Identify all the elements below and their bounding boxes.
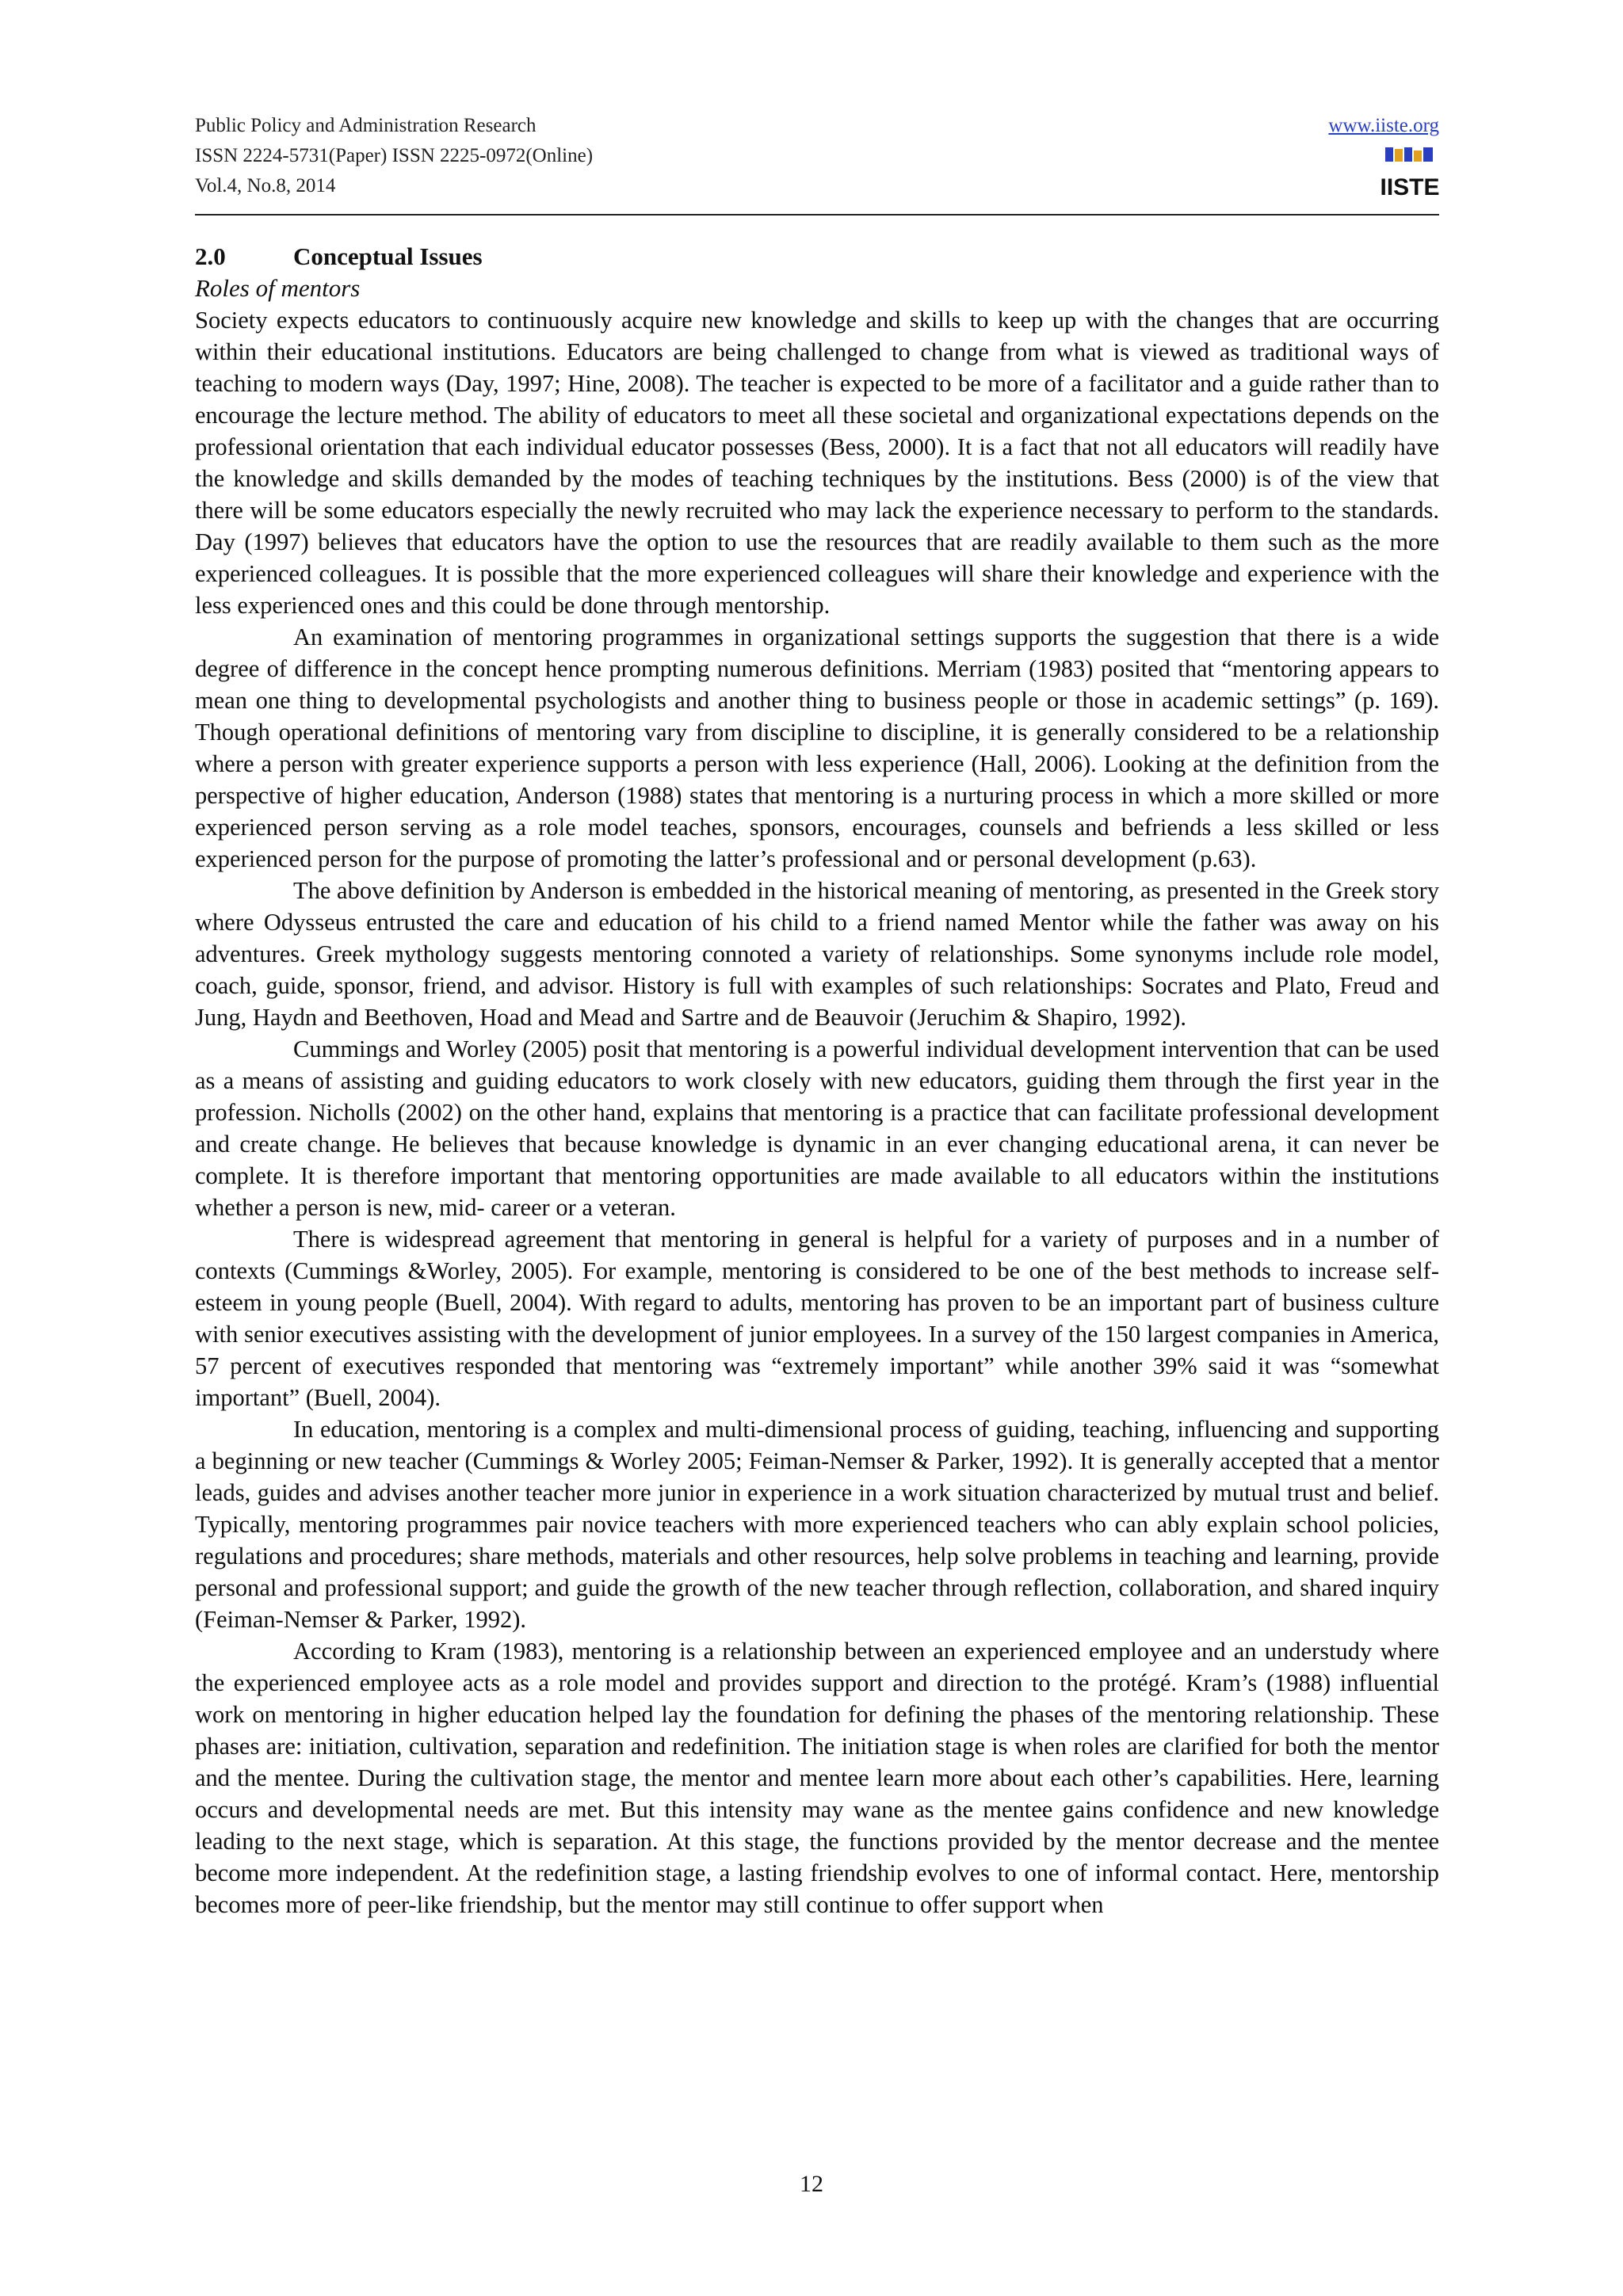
page-content <box>195 111 1439 1920</box>
logo-text: IISTE <box>1380 174 1440 200</box>
paragraph-1: Society expects educators to continuously acquire new knowledge and skills to keep up with the changes that are occurring within their educational institutions. Educators are being challenged to change from what is viewed as traditional ways of teaching to modern ways (Day, 1997; Hine, 2008). The teacher is expected to be more of a facilitator and a guide rather than to encourage the lecture method. The ability of educators to meet all these societal and organizational expectations depends on the professional orientation that each individual educator possesses (Bess, 2000). It is a fact that not all educators will readily have the knowledge and skills demanded by the modes of teaching techniques by the institutions. Bess (2000) is of the view that there will be some educators especially the newly recruited who may lack the experience necessary to perform to the standards. Day (1997) believes that educators have the option to use the resources that are readily available to them such as the more experienced colleagues. It is possible that the more experienced colleagues will share their knowledge and experience with the less experienced ones and this could be done through mentorship. <box>195 307 1439 619</box>
page-number: 12 <box>800 2171 823 2197</box>
journal-url-link[interactable]: www.iiste.org <box>1328 115 1439 136</box>
paragraph-5: There is widespread agreement that mentoring in general is helpful for a variety of purposes and in a number of contexts (Cummings &Worley, 2005). For example, mentoring is considered to be one of the best methods to increase self-esteem in young people (Buell, 2004). With regard to adults, mentoring has proven to be an important part of business culture with senior executives assisting with the development of junior employees. In a survey of the 150 largest companies in America, 57 percent of executives responded that mentoring was “extremely important” while another 39% said it was “somewhat important” (Buell, 2004). <box>195 1226 1439 1411</box>
section-subtitle: Roles of mentors <box>195 274 361 302</box>
page-header <box>195 111 1439 215</box>
iiste-logo-icon <box>1380 146 1440 201</box>
paragraph-6: In education, mentoring is a complex and multi-dimensional process of guiding, teaching, influencing and supporting a beginning or new teacher (Cummings & Worley 2005; Feiman-Nemser & Parker, 1992). It is generally accepted that a mentor leads, guides and advises another teacher more junior in experience in a work situation characterized by mutual trust and belief. Typically, mentoring programmes pair novice teachers with more experienced teachers who can ably explain school policies, regulations and procedures; share methods, materials and other resources, help solve problems in teaching and learning, provide personal and professional support; and guide the growth of the new teacher through reflection, collaboration, and shared inquiry (Feiman-Nemser & Parker, 1992). <box>195 1416 1439 1633</box>
journal-title: Public Policy and Administration Research <box>195 115 537 136</box>
section-title: Conceptual Issues <box>293 242 483 270</box>
paragraph-2: An examination of mentoring programmes in organizational settings supports the suggestion that there is a wide degree of difference in the concept hence prompting numerous definitions. Merriam (1983) posited that “mentoring appears to mean one thing to developmental psychologists and another thing to business people or those in academic settings” (p. 169). Though operational definitions of mentoring vary from discipline to discipline, it is generally considered to be a relationship where a person with greater experience supports a person with less experience (Hall, 2006). Looking at the definition from the perspective of higher education, Anderson (1988) states that mentoring is a nurturing process in which a more skilled or more experienced person serving as a role model teaches, sponsors, encourages, counsels and befriends a less skilled or less experienced person for the purpose of promoting the latter’s professional and or personal development (p.63). <box>195 624 1439 872</box>
issn-line: ISSN 2224-5731(Paper) ISSN 2225-0972(Online) <box>195 145 594 166</box>
paragraph-3: The above definition by Anderson is embedded in the historical meaning of mentoring, as presented in the Greek story where Odysseus entrusted the care and education of his child to a friend named Mentor while the father was away on his adventures. Greek mythology suggests mentoring connoted a variety of relationships. Some synonyms include role model, coach, guide, sponsor, friend, and advisor. History is full with examples of such relationships: Socrates and Plato, Freud and Jung, Haydn and Beethoven, Hoad and Mead and Sartre and de Beauvoir (Jeruchim & Shapiro, 1992). <box>195 877 1439 1031</box>
section-heading <box>195 241 1439 273</box>
paragraph-7: According to Kram (1983), mentoring is a relationship between an experienced employee and an understudy where the experienced employee acts as a role model and provides support and direction to the protégé. Kram’s (1988) influential work on mentoring in higher education helped lay the foundation for defining the phases of the mentoring relationship. These phases are: initiation, cultivation, separation and redefinition. The initiation stage is when roles are clarified for both the mentor and the mentee. During the cultivation stage, the mentor and mentee learn more about each other’s capabilities. Here, learning occurs and developmental needs are met. But this intensity may wane as the mentee gains confidence and new knowledge leading to the next stage, which is separation. At this stage, the functions provided by the mentor decrease and the mentee become more independent. At the redefinition stage, a lasting friendship evolves to one of informal contact. Here, mentorship becomes more of peer-like friendship, but the mentor may still continue to offer support when <box>195 1638 1439 1918</box>
paragraph-4: Cummings and Worley (2005) posit that mentoring is a powerful individual development intervention that can be used as a means of assisting and guiding educators to work closely with new educators, guiding them through the first year in the profession. Nicholls (2002) on the other hand, explains that mentoring is a practice that can facilitate professional development and create change. He believes that because knowledge is dynamic in an ever changing educational arena, it can never be complete. It is therefore important that mentoring opportunities are made available to all educators within the institutions whether a person is new, mid- career or a veteran. <box>195 1035 1439 1221</box>
section-number: 2.0 <box>195 242 226 270</box>
volume-line: Vol.4, No.8, 2014 <box>195 175 336 196</box>
